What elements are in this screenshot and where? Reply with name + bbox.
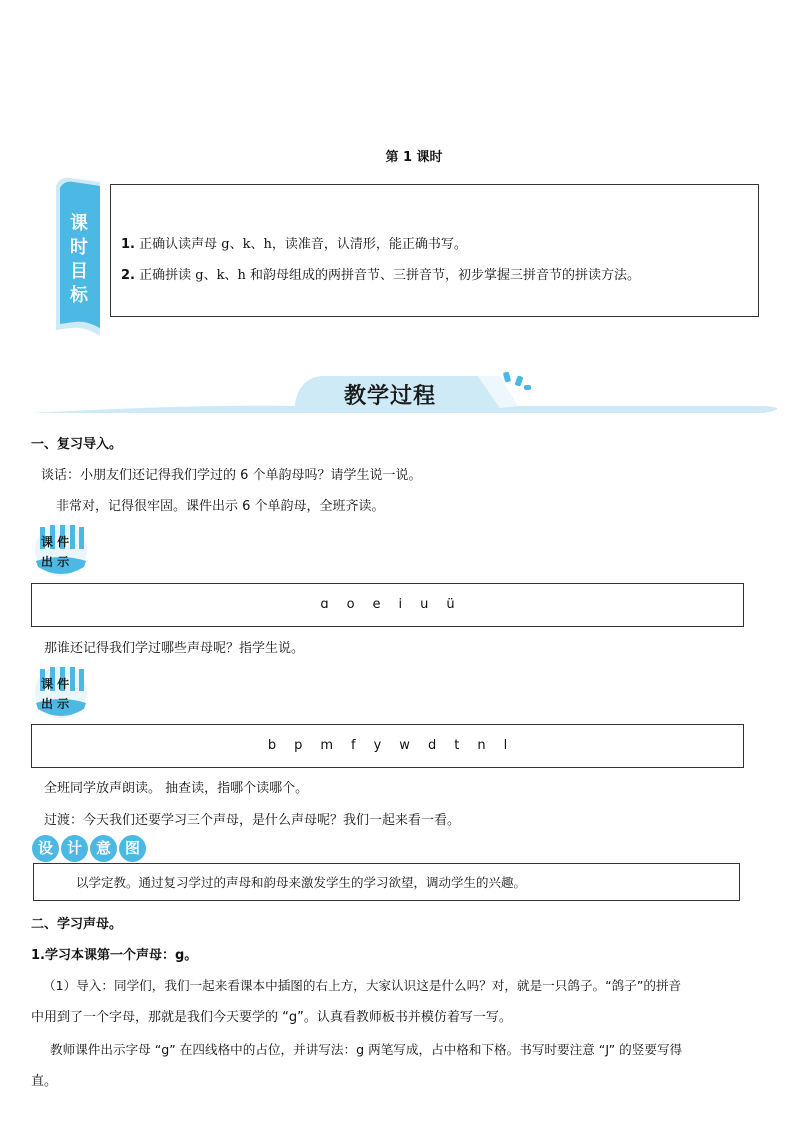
- paragraph: 过渡：今天我们还要学习三个声母，是什么声母呢？我们一起来看一看。: [44, 813, 461, 828]
- lesson-title: 第 1 课时: [385, 150, 443, 165]
- paragraph: 教师课件出示字母 “g” 在四线格中的占位，并讲写法：g 两笔写成，占中格和下格。书写时要注意 “J” 的竖要写得: [50, 1042, 683, 1057]
- paragraph: 非常对，记得很牢固。课件出示 6 个单韵母，全班齐读。: [56, 499, 385, 514]
- consonants-box: b p m f y w d t n l: [31, 724, 744, 768]
- objectives-box: [110, 184, 759, 317]
- paragraph: 全班同学放声朗读。 抽查读，指哪个读哪个。: [44, 781, 309, 796]
- badge-line: 课 件: [41, 677, 70, 691]
- section-heading: 一、复习导入。: [31, 437, 123, 452]
- banner-title: 教学过程: [344, 384, 437, 409]
- section-heading: 二、学习声母。: [31, 917, 123, 932]
- paragraph: （1）导入：同学们，我们一起来看课本中插图的右上方，大家认识这是什么吗？对，就是一只鸽子。“鸽子”的拼音: [43, 978, 682, 993]
- objective-item: 1. 正确认读声母 g、k、h，读准音，认清形，能正确书写。: [121, 237, 467, 252]
- badge-line: 出 示: [41, 555, 70, 569]
- design-intent-box: 以学定教。通过复习学过的声母和韵母来激发学生的学习欲望，调动学生的兴趣。: [33, 863, 740, 901]
- paragraph: 谈话：小朋友们还记得我们学过的 6 个单韵母吗？请学生说一说。: [41, 468, 422, 483]
- paragraph: 那谁还记得我们学过哪些声母呢？指学生说。: [44, 641, 305, 656]
- subheading: 1.学习本课第一个声母：g。: [31, 948, 198, 963]
- vowels-box: ɑ o e i u ü: [31, 583, 744, 627]
- objective-item: 2. 正确拼读 g、k、h 和韵母组成的两拼音节、三拼音节，初步掌握三拼音节的拼读方法。: [121, 268, 640, 283]
- badge-line: 课 件: [41, 535, 70, 549]
- paragraph: 中用到了一个字母，那就是我们今天要学的 “g”。认真看教师板书并模仿着写一写。: [31, 1010, 512, 1025]
- design-intent-label: 设 计 意 图: [32, 835, 146, 861]
- objectives-tab-label: 课 时 目 标: [70, 213, 88, 306]
- paragraph: 直。: [31, 1074, 58, 1089]
- badge-line: 出 示: [41, 697, 70, 711]
